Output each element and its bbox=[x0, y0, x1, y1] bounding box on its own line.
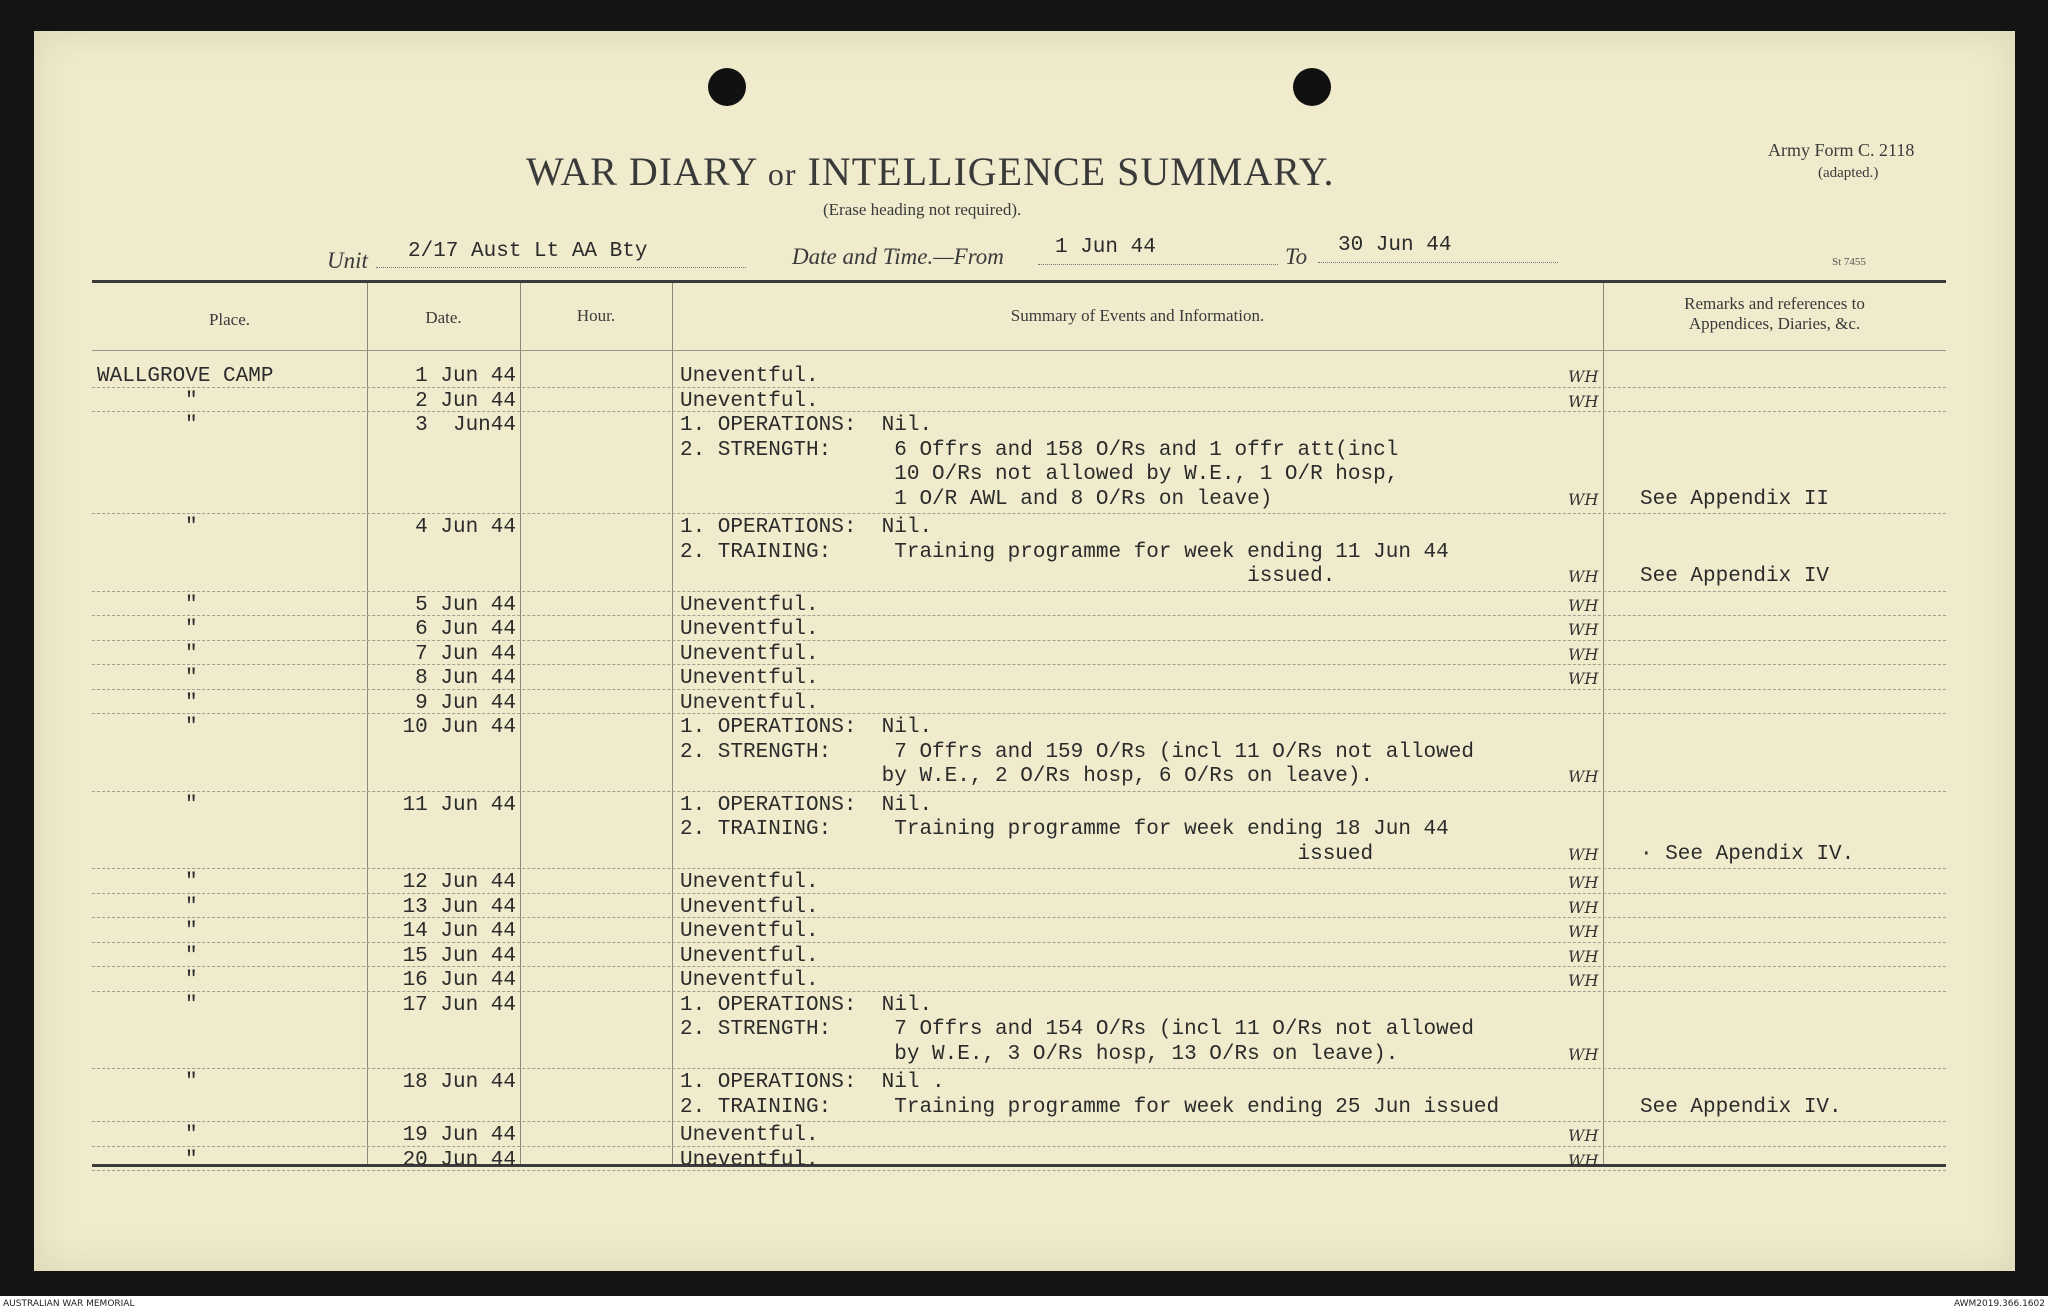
entry-separator-line bbox=[92, 1121, 1946, 1122]
officer-initials-signature: WH bbox=[1568, 567, 1599, 586]
entry-summary-line: 1. OPERATIONS: Nil. bbox=[680, 993, 933, 1017]
entry-separator-line bbox=[92, 791, 1946, 792]
entry-place: " bbox=[185, 516, 198, 539]
entry-summary-line: by W.E., 2 O/Rs hosp, 6 O/Rs on leave). bbox=[680, 765, 1374, 788]
entry-date: 2 Jun 44 bbox=[415, 389, 516, 413]
officer-initials-signature: WH bbox=[1568, 873, 1599, 892]
entry-summary-line: Uneventful. bbox=[680, 365, 819, 388]
entry-summary-line: Uneventful. bbox=[680, 920, 819, 943]
entry-place: " bbox=[185, 1124, 198, 1147]
officer-initials-signature: WH bbox=[1568, 1150, 1599, 1170]
entry-date: 3 Jun44 bbox=[415, 414, 516, 437]
entry-separator-line bbox=[92, 868, 1946, 869]
entry-date: 12 Jun 44 bbox=[402, 871, 516, 894]
entry-separator-line bbox=[92, 591, 1946, 592]
entry-place: " bbox=[185, 414, 198, 437]
entry-summary-line: Uneventful. bbox=[680, 593, 819, 617]
entry-separator-line bbox=[92, 513, 1946, 514]
remarks-header-line-2: Appendices, Diaries, &c. bbox=[1688, 314, 1861, 333]
officer-initials-signature: WH bbox=[1568, 946, 1599, 966]
entry-summary-line: 1. OPERATIONS: Nil. bbox=[680, 793, 933, 817]
diary-page bbox=[34, 31, 2015, 1271]
entry-place: " bbox=[185, 618, 198, 641]
title-intelligence-summary: INTELLIGENCE SUMMARY. bbox=[807, 149, 1335, 194]
entry-place: " bbox=[185, 793, 198, 817]
entry-summary-line: by W.E., 3 O/Rs hosp, 13 O/Rs on leave). bbox=[680, 1042, 1399, 1066]
entry-separator-line bbox=[92, 917, 1946, 918]
entry-separator-line bbox=[92, 640, 1946, 641]
officer-initials-signature: WH bbox=[1568, 391, 1599, 411]
entry-date: 1 Jun 44 bbox=[415, 365, 516, 388]
entry-date: 5 Jun 44 bbox=[415, 593, 516, 617]
to-label: To bbox=[1285, 244, 1308, 269]
entry-remark: See Appendix IV bbox=[1640, 565, 1830, 588]
entry-date: 15 Jun 44 bbox=[402, 944, 516, 968]
officer-initials-signature: WH bbox=[1568, 1126, 1599, 1145]
title-or: or bbox=[767, 156, 797, 192]
entry-separator-line bbox=[92, 1146, 1946, 1147]
entry-summary-line: Uneventful. bbox=[680, 969, 819, 992]
entry-summary-line: Uneventful. bbox=[680, 944, 819, 968]
form-title bbox=[526, 148, 1334, 195]
entry-date: 14 Jun 44 bbox=[402, 920, 516, 943]
entry-place: " bbox=[185, 969, 198, 992]
col-header-hour: Hour. bbox=[576, 306, 616, 325]
unit-label: Unit bbox=[327, 248, 368, 273]
entry-separator-line bbox=[92, 966, 1946, 967]
entry-summary-line: issued. bbox=[680, 565, 1336, 588]
footer-credit: AUSTRALIAN WAR MEMORIAL bbox=[3, 1299, 135, 1309]
entry-separator-line bbox=[92, 387, 1946, 388]
army-form-number: Army Form C. 2118 bbox=[1768, 140, 1915, 160]
col-header-summary: Summary of Events and Information. bbox=[1010, 306, 1265, 325]
entry-place: " bbox=[185, 944, 198, 968]
entry-date: 4 Jun 44 bbox=[415, 516, 516, 539]
col-header-remarks bbox=[1603, 294, 1946, 334]
entry-separator-line bbox=[92, 893, 1946, 894]
entry-summary-line: 2. STRENGTH: 7 Offrs and 159 O/Rs (incl 11 O/Rs not allowed bbox=[680, 740, 1474, 764]
entry-summary-line: 1. OPERATIONS: Nil. bbox=[680, 516, 933, 539]
entry-separator-line bbox=[92, 1068, 1946, 1069]
entry-summary-line: 2. STRENGTH: 6 Offrs and 158 O/Rs and 1 offr att(incl bbox=[680, 438, 1399, 462]
unit-value: 2/17 Aust Lt AA Bty bbox=[408, 240, 648, 263]
entry-separator-line bbox=[92, 664, 1946, 665]
to-date-value: 30 Jun 44 bbox=[1338, 234, 1452, 257]
entry-remark: See Appendix II bbox=[1640, 487, 1830, 511]
entry-separator-line bbox=[92, 615, 1946, 616]
entry-place: " bbox=[185, 667, 198, 690]
unit-dotted-line bbox=[376, 267, 746, 268]
remarks-header-line-1: Remarks and references to bbox=[1684, 294, 1865, 313]
entry-summary-line: 1. OPERATIONS: Nil. bbox=[680, 716, 933, 739]
entry-summary-line: Uneventful. bbox=[680, 642, 819, 666]
officer-initials-signature: WH bbox=[1568, 489, 1599, 509]
entry-separator-line bbox=[92, 411, 1946, 412]
entry-summary-line: 2. STRENGTH: 7 Offrs and 154 O/Rs (incl 11 O/Rs not allowed bbox=[680, 1018, 1474, 1041]
adapted-note: (adapted.) bbox=[1818, 165, 1879, 181]
entry-date: 6 Jun 44 bbox=[415, 618, 516, 641]
entry-place: " bbox=[185, 1148, 198, 1172]
entry-separator-line bbox=[92, 942, 1946, 943]
entry-separator-line bbox=[92, 689, 1946, 690]
entry-summary-line: 10 O/Rs not allowed by W.E., 1 O/R hosp, bbox=[680, 463, 1399, 486]
entry-date: 19 Jun 44 bbox=[402, 1124, 516, 1147]
to-dotted-line bbox=[1318, 262, 1558, 263]
entry-date: 11 Jun 44 bbox=[402, 793, 516, 817]
officer-initials-signature: WH bbox=[1568, 595, 1599, 615]
officer-initials-signature: WH bbox=[1568, 644, 1599, 664]
col-header-place: Place. bbox=[208, 310, 251, 329]
entry-summary-line: Uneventful. bbox=[680, 618, 819, 641]
title-war-diary: WAR DIARY bbox=[526, 149, 757, 194]
entry-summary-line: Uneventful. bbox=[680, 389, 819, 413]
entry-date: 13 Jun 44 bbox=[402, 895, 516, 919]
officer-initials-signature: WH bbox=[1568, 922, 1599, 941]
entry-place: " bbox=[185, 1071, 198, 1094]
divider-date-hour bbox=[520, 283, 521, 1164]
erase-note: (Erase heading not required). bbox=[823, 200, 1022, 219]
from-date-value: 1 Jun 44 bbox=[1055, 236, 1156, 259]
entry-date: 20 Jun 44 bbox=[402, 1148, 516, 1172]
entry-place: " bbox=[185, 691, 198, 715]
entry-remark: · See Apendix IV. bbox=[1640, 842, 1855, 866]
entry-place: " bbox=[185, 920, 198, 943]
entry-summary-line: 1 O/R AWL and 8 O/Rs on leave) bbox=[680, 487, 1273, 511]
entry-date: 17 Jun 44 bbox=[402, 993, 516, 1017]
officer-initials-signature: WH bbox=[1568, 767, 1599, 786]
entry-place: " bbox=[185, 895, 198, 919]
officer-initials-signature: WH bbox=[1568, 844, 1599, 864]
entry-place: " bbox=[185, 993, 198, 1017]
officer-initials-signature: WH bbox=[1568, 669, 1599, 688]
column-header-rule bbox=[92, 350, 1946, 351]
entry-summary-line: 1. OPERATIONS: Nil . bbox=[680, 1071, 945, 1094]
date-time-from-label: Date and Time.—From bbox=[792, 244, 1004, 269]
officer-initials-signature: WH bbox=[1568, 971, 1599, 990]
entry-separator-line bbox=[92, 713, 1946, 714]
entry-date: 10 Jun 44 bbox=[402, 716, 516, 739]
punch-hole-right bbox=[1293, 68, 1331, 106]
entry-summary-line: Uneventful. bbox=[680, 1124, 819, 1147]
entry-summary-line: issued bbox=[680, 842, 1374, 866]
entry-separator-line bbox=[92, 991, 1946, 992]
officer-initials-signature: WH bbox=[1568, 1044, 1599, 1064]
officer-initials-signature: WH bbox=[1568, 897, 1599, 917]
from-dotted-line bbox=[1038, 264, 1278, 265]
divider-summary-remarks bbox=[1603, 283, 1604, 1164]
stock-number: St 7455 bbox=[1832, 256, 1866, 268]
table-top-rule bbox=[92, 280, 1946, 283]
punch-hole-left bbox=[708, 68, 746, 106]
entry-date: 7 Jun 44 bbox=[415, 642, 516, 666]
entry-summary-line: 1. OPERATIONS: Nil. bbox=[680, 414, 933, 437]
entry-date: 18 Jun 44 bbox=[402, 1071, 516, 1094]
entry-place: WALLGROVE CAMP bbox=[97, 365, 274, 388]
entry-summary-line: Uneventful. bbox=[680, 871, 819, 894]
entry-separator-line bbox=[92, 1170, 1946, 1171]
entry-place: " bbox=[185, 642, 198, 666]
entry-summary-line: 2. TRAINING: Training programme for week ending 25 Jun issued bbox=[680, 1095, 1500, 1119]
entry-summary-line: Uneventful. bbox=[680, 691, 819, 715]
entry-date: 8 Jun 44 bbox=[415, 667, 516, 690]
officer-initials-signature: WH bbox=[1568, 620, 1599, 639]
entry-date: 9 Jun 44 bbox=[415, 691, 516, 715]
entry-place: " bbox=[185, 716, 198, 739]
divider-hour-summary bbox=[672, 283, 673, 1164]
entry-summary-line: 2. TRAINING: Training programme for week ending 11 Jun 44 bbox=[680, 540, 1449, 564]
officer-initials-signature: WH bbox=[1568, 367, 1599, 386]
entry-summary-line: Uneventful. bbox=[680, 895, 819, 919]
entry-date: 16 Jun 44 bbox=[402, 969, 516, 992]
entry-place: " bbox=[185, 871, 198, 894]
entry-remark: See Appendix IV. bbox=[1640, 1095, 1842, 1119]
entry-summary-line: Uneventful. bbox=[680, 1148, 819, 1172]
entry-summary-line: 2. TRAINING: Training programme for week ending 18 Jun 44 bbox=[680, 818, 1449, 841]
entry-summary-line: Uneventful. bbox=[680, 667, 819, 690]
entry-place: " bbox=[185, 389, 198, 413]
col-header-date: Date. bbox=[425, 308, 462, 327]
entry-place: " bbox=[185, 593, 198, 617]
footer-accession-number: AWM2019.366.1602 bbox=[1953, 1299, 2045, 1309]
footer-bar bbox=[0, 1296, 2048, 1312]
